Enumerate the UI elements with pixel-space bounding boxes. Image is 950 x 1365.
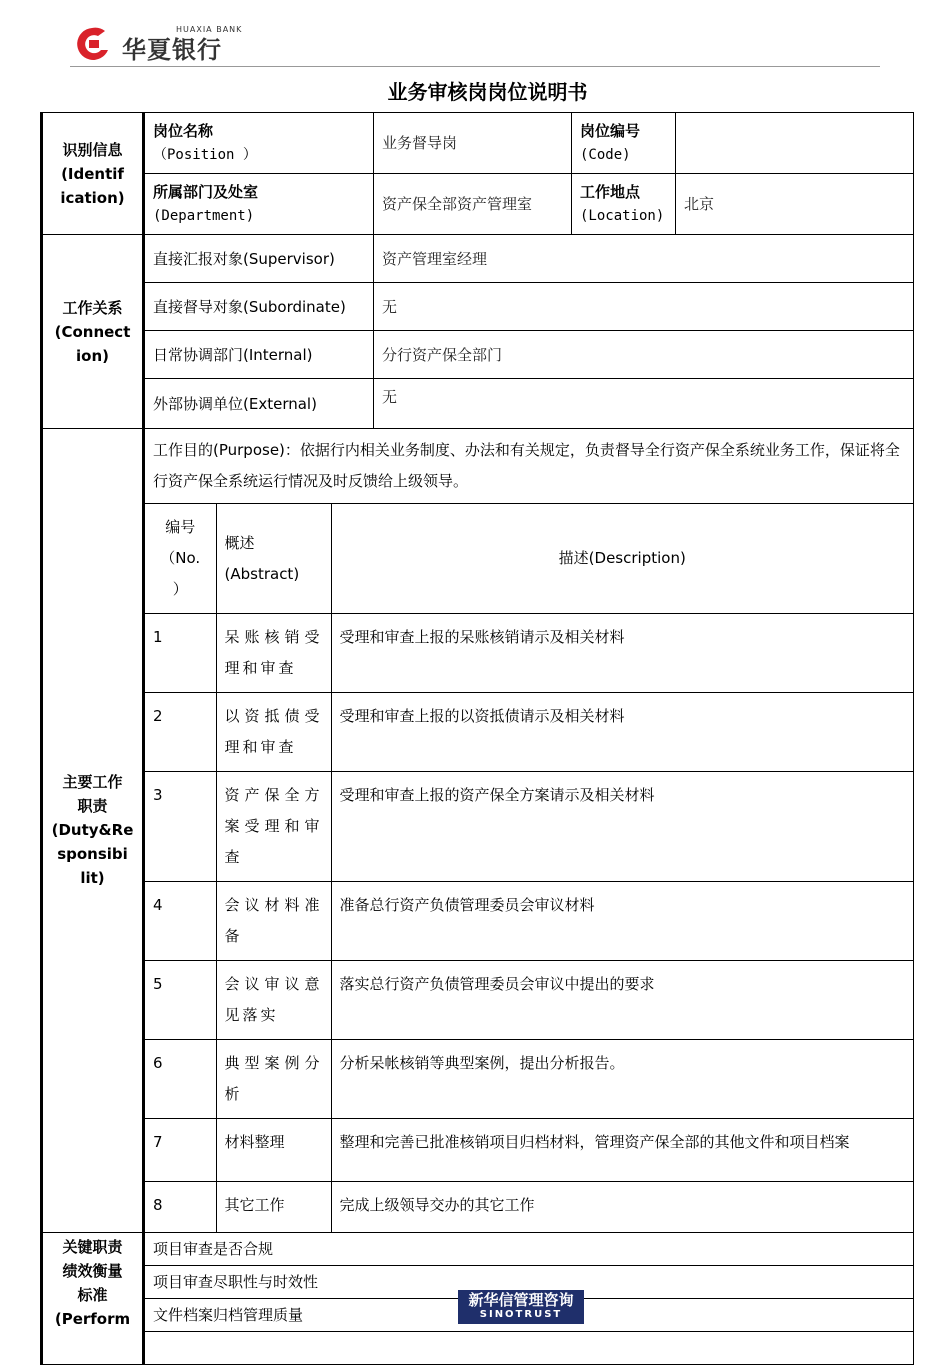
job-description-table bbox=[40, 112, 914, 1365]
footer-logo-cn: 新华信管理咨询 bbox=[468, 1291, 574, 1309]
duty-no: 3 bbox=[145, 772, 216, 882]
duty-description: 受理和审查上报的以资抵债请示及相关材料 bbox=[331, 693, 913, 772]
duty-description: 落实总行资产负债管理委员会审议中提出的要求 bbox=[331, 961, 913, 1040]
subordinate-value: 无 bbox=[374, 283, 914, 331]
position-value: 业务督导岗 bbox=[374, 113, 572, 174]
supervisor-value: 资产管理室经理 bbox=[374, 235, 914, 283]
brand-name-cn: 华夏银行 bbox=[122, 36, 222, 64]
duty-row bbox=[145, 961, 913, 1040]
department-label-cell: 所属部门及处室 (Department) bbox=[144, 174, 374, 235]
duty-purpose: 工作目的(Purpose)：依据行内相关业务制度、办法和有关规定，负责督导全行资产保全系统业务工作，保证将全行资产保全系统运行情况及时反馈给上级领导。 bbox=[153, 441, 900, 490]
duty-no: 6 bbox=[145, 1040, 216, 1119]
section-kpi: 关键职责 绩效衡量 标准 (Perform bbox=[42, 1232, 144, 1364]
sinotrust-logo bbox=[458, 1290, 584, 1324]
footer-logo-en: SINOTRUST bbox=[479, 1309, 563, 1320]
duty-no: 1 bbox=[145, 614, 216, 693]
header-description: 描述(Description) bbox=[331, 504, 913, 614]
duty-description: 完成上级领导交办的其它工作 bbox=[331, 1182, 913, 1232]
duty-description: 准备总行资产负债管理委员会审议材料 bbox=[331, 882, 913, 961]
code-value bbox=[676, 113, 914, 174]
duty-abstract: 资产保全方案受理和审查 bbox=[216, 772, 331, 882]
duty-abstract: 材料整理 bbox=[216, 1119, 331, 1182]
duty-row bbox=[145, 1119, 913, 1182]
huaxia-bank-logo-icon bbox=[72, 26, 112, 62]
subordinate-label: 直接督导对象(Subordinate) bbox=[144, 283, 374, 331]
department-value: 资产保全部资产管理室 bbox=[374, 174, 572, 235]
internal-label: 日常协调部门(Internal) bbox=[144, 331, 374, 379]
duty-description: 受理和审查上报的呆账核销请示及相关材料 bbox=[331, 614, 913, 693]
internal-value: 分行资产保全部门 bbox=[374, 331, 914, 379]
duty-row bbox=[145, 1040, 913, 1119]
duty-no: 7 bbox=[145, 1119, 216, 1182]
duty-table bbox=[145, 503, 913, 1232]
document-title: 业务审核岗岗位说明书 bbox=[387, 80, 588, 104]
duty-row bbox=[145, 882, 913, 961]
duty-description: 受理和审查上报的资产保全方案请示及相关材料 bbox=[331, 772, 913, 882]
duty-no: 2 bbox=[145, 693, 216, 772]
duty-abstract: 会议审议意见落实 bbox=[216, 961, 331, 1040]
duty-description: 分析呆帐核销等典型案例，提出分析报告。 bbox=[331, 1040, 913, 1119]
duty-row bbox=[145, 772, 913, 882]
supervisor-label: 直接汇报对象(Supervisor) bbox=[144, 235, 374, 283]
duty-row bbox=[145, 1182, 913, 1232]
external-label: 外部协调单位(External) bbox=[144, 379, 374, 429]
location-label-cell: 工作地点 (Location) bbox=[572, 174, 676, 235]
duty-description: 整理和完善已批准核销项目归档材料，管理资产保全部的其他文件和项目档案 bbox=[331, 1119, 913, 1182]
duty-row bbox=[145, 693, 913, 772]
duty-cell bbox=[144, 429, 914, 1233]
kpi-item: 项目审查是否合规 bbox=[145, 1233, 913, 1266]
external-value: 无 bbox=[374, 379, 914, 429]
location-value: 北京 bbox=[676, 174, 914, 235]
kpi-item: 项目审查尽职性与时效性 bbox=[145, 1266, 913, 1299]
kpi-item: 文件档案归档管理质量 bbox=[145, 1299, 913, 1332]
duty-abstract: 会议材料准备 bbox=[216, 882, 331, 961]
section-duty: 主要工作 职责 (Duty&Re sponsibi lit) bbox=[42, 429, 144, 1233]
header-no: 编号 （No. ） bbox=[145, 504, 216, 614]
duty-abstract: 其它工作 bbox=[216, 1182, 331, 1232]
duty-row bbox=[145, 614, 913, 693]
position-label-cell: 岗位名称 （Position ） bbox=[144, 113, 374, 174]
kpi-item bbox=[145, 1332, 913, 1364]
section-connection: 工作关系 (Connect ion) bbox=[42, 235, 144, 429]
section-identification: 识别信息 (Identif ication) bbox=[42, 113, 144, 235]
brand-name-en: HUAXIA BANK bbox=[176, 25, 243, 34]
code-label-cell: 岗位编号 (Code) bbox=[572, 113, 676, 174]
header-abstract: 概述 (Abstract) bbox=[216, 504, 331, 614]
header-divider bbox=[70, 66, 880, 67]
duty-no: 4 bbox=[145, 882, 216, 961]
duty-abstract: 以资抵债受理和审查 bbox=[216, 693, 331, 772]
duty-no: 8 bbox=[145, 1182, 216, 1232]
duty-abstract: 呆账核销受理和审查 bbox=[216, 614, 331, 693]
duty-abstract: 典型案例分析 bbox=[216, 1040, 331, 1119]
duty-no: 5 bbox=[145, 961, 216, 1040]
